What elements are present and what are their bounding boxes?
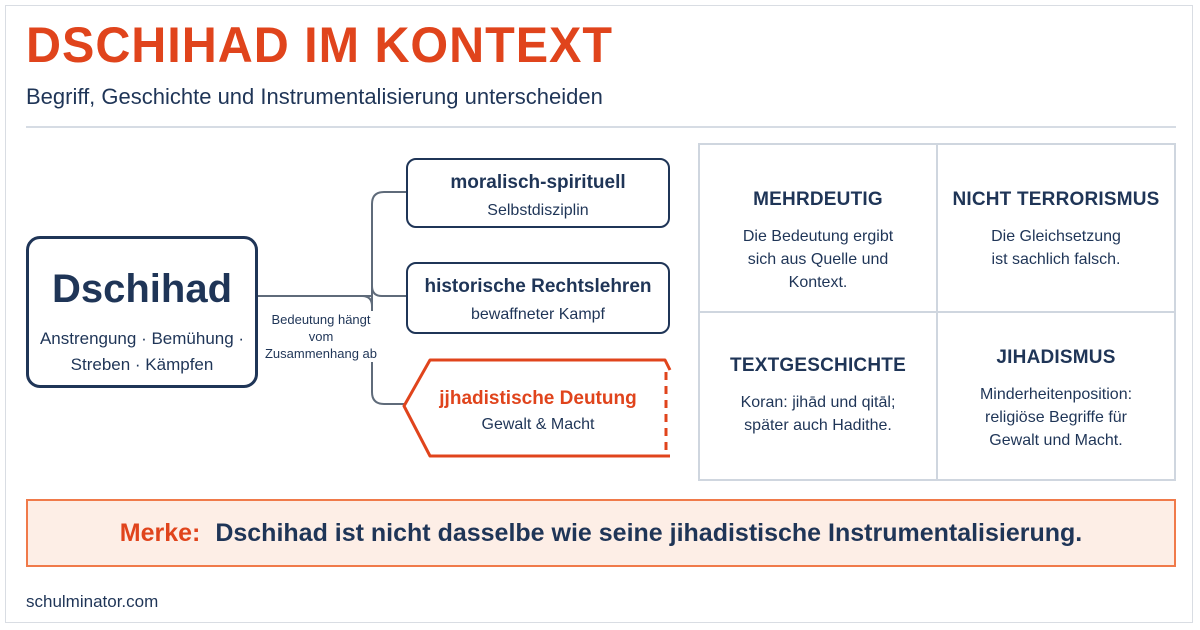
- key-takeaway-text: Dschihad ist nicht dasselbe wie seine jihadistische Instrumentalisierung.: [215, 519, 1083, 547]
- fact-cell-not-terrorism: [937, 144, 1175, 312]
- source-footer: schulminator.com: [26, 592, 159, 611]
- fact-text: Koran: jihād und qitāl; später auch Hadithe.: [740, 394, 896, 434]
- fact-title: JIHADISMUS: [996, 347, 1116, 368]
- main-term-meanings: Anstrengung · Bemühung · Streben · Kämpfen: [39, 329, 245, 374]
- connector-to-spiritual: [372, 192, 406, 404]
- branch-subtitle: bewaffneter Kampf: [470, 306, 605, 323]
- branch-legal: [406, 262, 670, 334]
- fact-cell-text-history: [699, 312, 937, 480]
- dschihad-main-box: [26, 236, 258, 388]
- branch-title: jjhadistische Deutung: [439, 388, 637, 409]
- branch-spiritual: [406, 158, 670, 228]
- fact-title: TEXTGESCHICHTE: [730, 355, 906, 376]
- page-title: DSCHIHAD IM KONTEXT: [26, 17, 613, 73]
- key-takeaway-box: [26, 499, 1176, 567]
- fact-title: NICHT TERRORISMUS: [952, 189, 1160, 210]
- branch-title: historische Rechtslehren: [424, 276, 652, 297]
- fact-cell-jihadism: [937, 312, 1175, 480]
- fact-cell-ambiguous: [699, 144, 937, 312]
- facts-grid: [698, 143, 1176, 481]
- branch-subtitle: Gewalt & Macht: [481, 416, 595, 433]
- fact-text: Minderheitenposition: religiöse Begriffe für Gewalt und Macht.: [979, 386, 1133, 449]
- key-takeaway-label: Merke:: [119, 519, 201, 547]
- branch-title: moralisch-spirituell: [450, 172, 626, 193]
- branch-subtitle: Selbstdisziplin: [487, 202, 589, 219]
- main-term: Dschihad: [51, 267, 233, 311]
- connector-note: Bedeutung hängt vom Zusammenhang ab: [262, 311, 380, 362]
- fact-text: Die Bedeutung ergibt sich aus Quelle und Kontext.: [742, 228, 894, 291]
- branch-jihadist: [406, 360, 670, 456]
- fact-text: Die Gleichsetzung ist sachlich falsch.: [991, 228, 1121, 268]
- page-subtitle: Begriff, Geschichte und Instrumentalisierung unterscheiden: [26, 84, 603, 109]
- fact-title: MEHRDEUTIG: [753, 189, 883, 210]
